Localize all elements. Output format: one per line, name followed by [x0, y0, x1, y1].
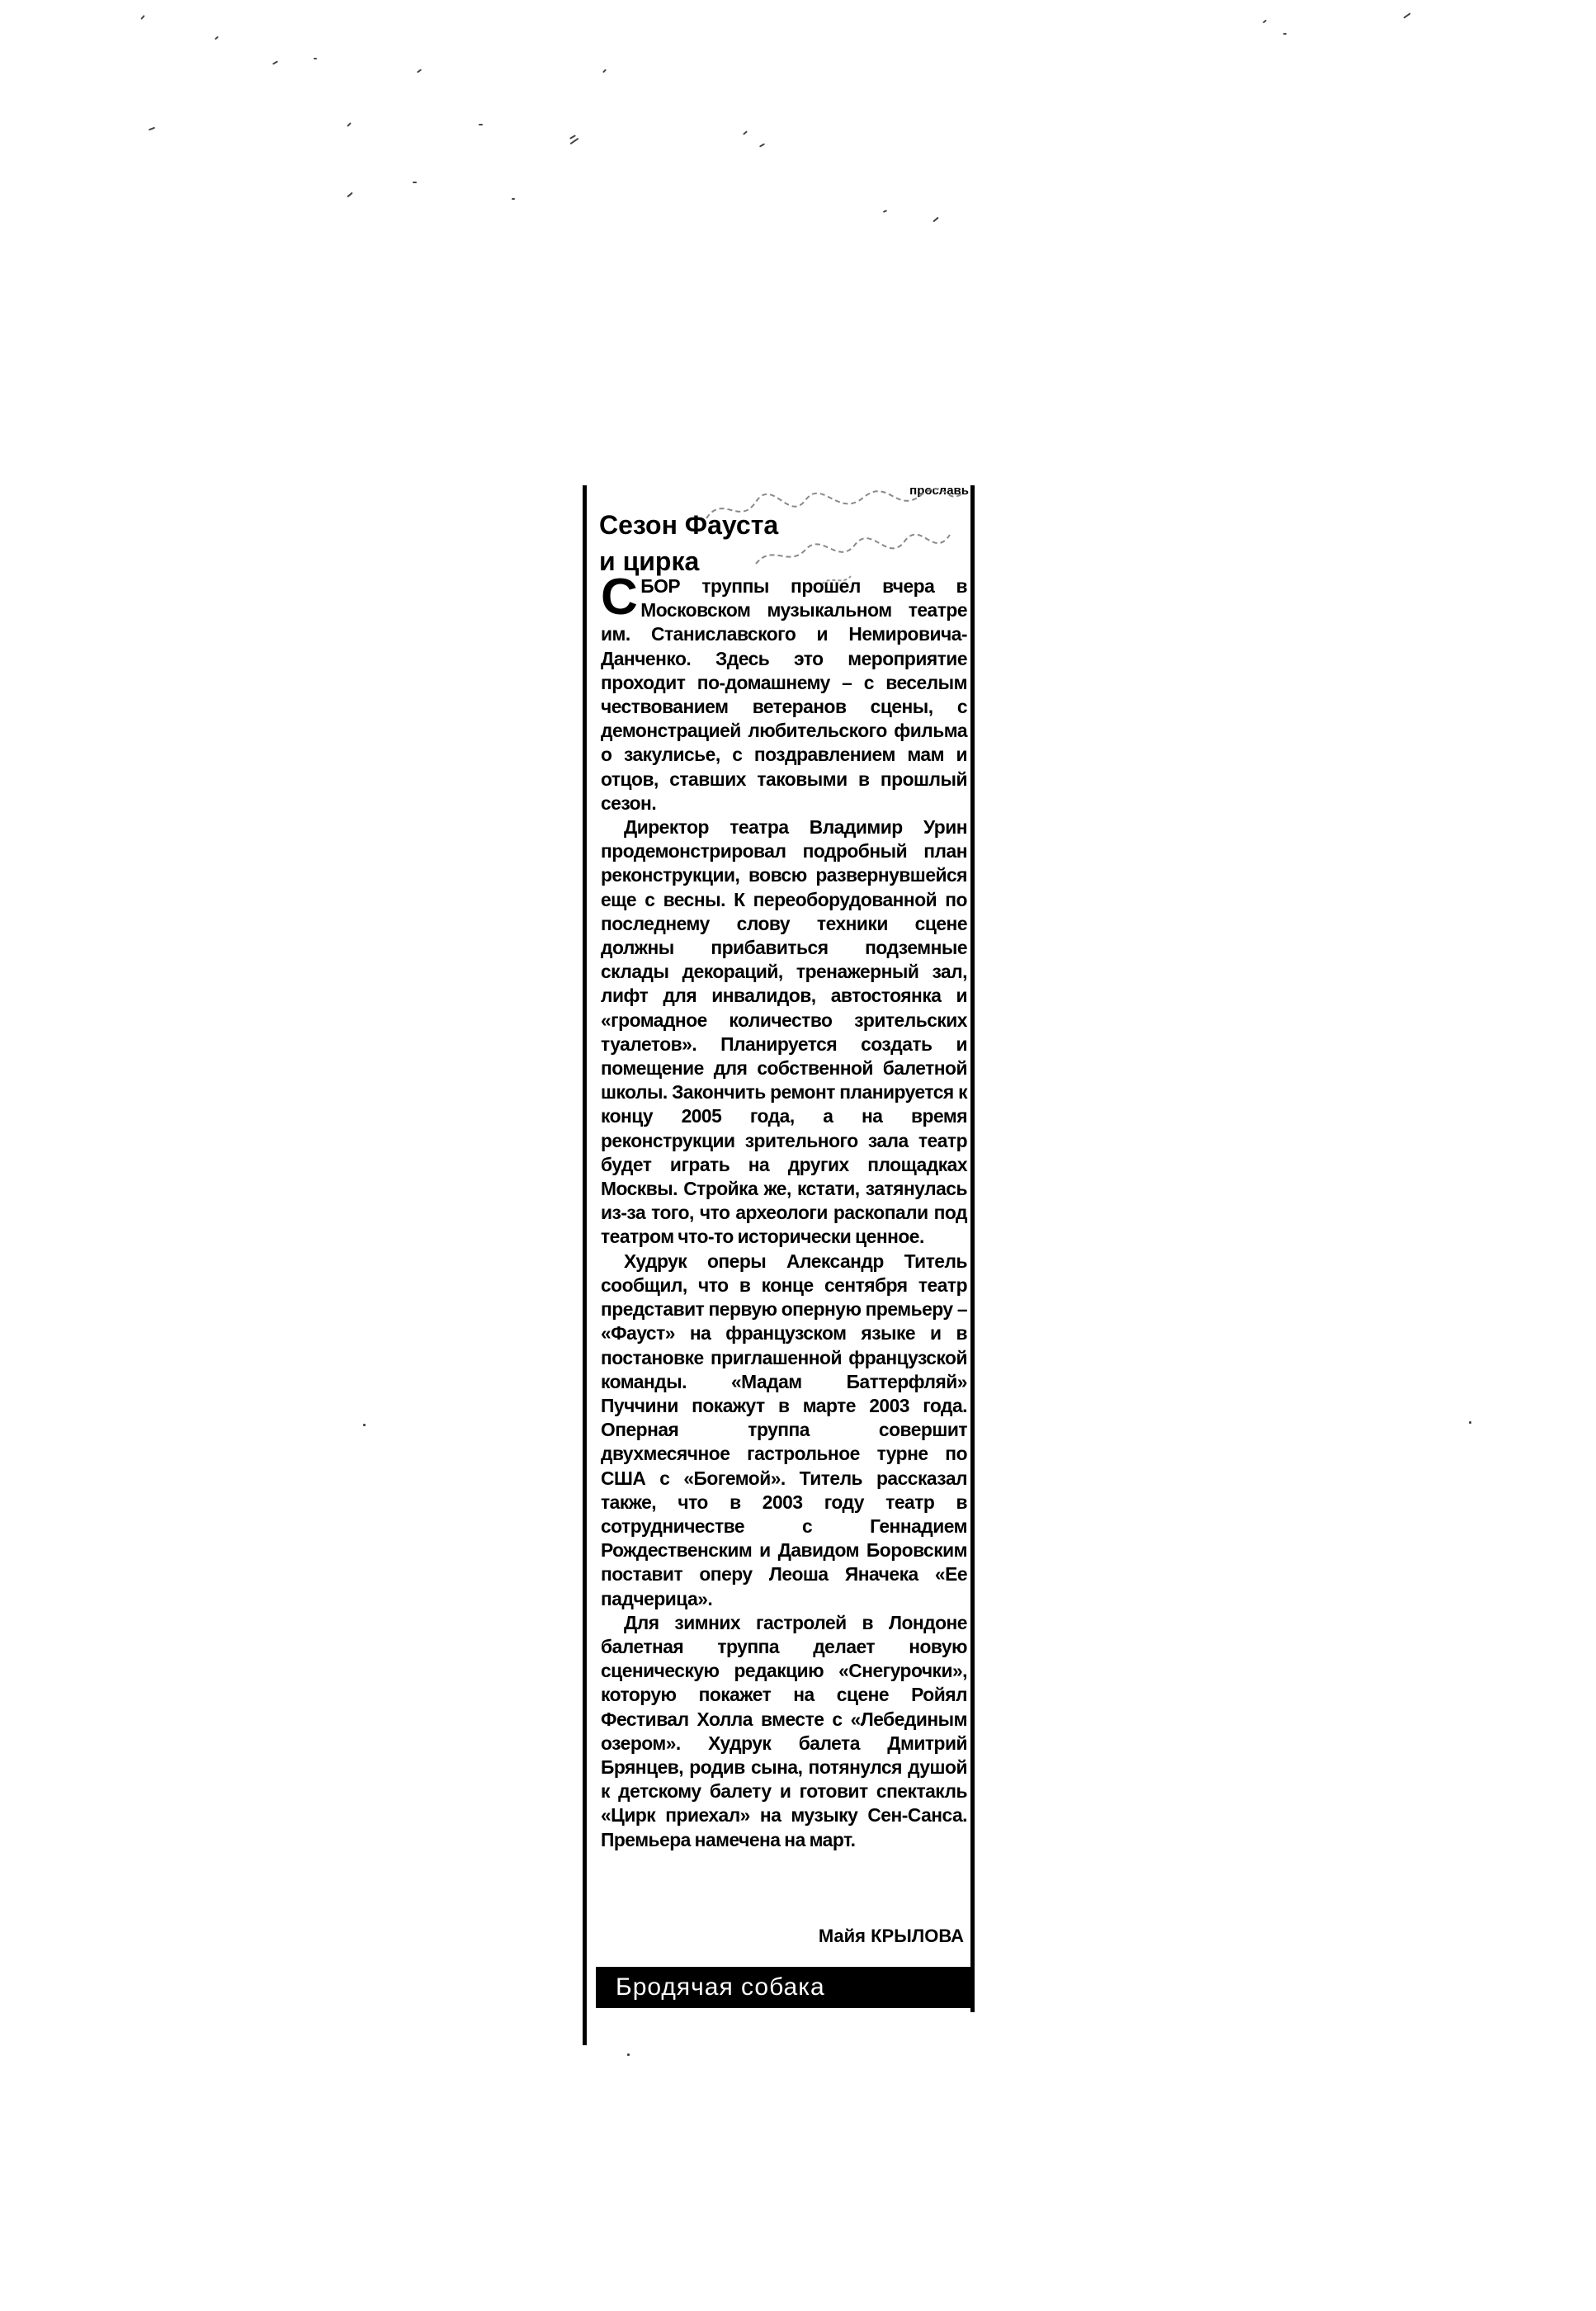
scan-speck: [347, 122, 352, 127]
article-paragraph: [601, 569, 967, 815]
scan-speck: [140, 15, 144, 20]
article-body: [601, 569, 967, 1852]
article-paragraph: Худрук оперы Александр Титель сообщил, что в конце сентября театр представит первую оперную премьеру – «Фауст» на французском языке и в постановке приглашенной французской команды. «Мадам Баттерфляй» Пуччини покажут в марте 2003 года. Оперная труппа совершит двухмесячное гастрольное турне по США с «Богемой». Титель рассказал также, что в 2003 году театр в сотрудничестве с Геннадием Рождественским и Давидом Боровским поставит оперу Леоша Яначека «Ее падчерица».: [601, 1250, 967, 1609]
newspaper-clipping: [583, 485, 979, 2045]
scan-speck: [1263, 20, 1267, 24]
scan-speck: [512, 198, 515, 200]
scan-speck: [602, 69, 607, 73]
scan-speck: [1469, 1421, 1471, 1424]
scan-speck: [314, 58, 317, 59]
article-paragraph: Для зимних гастролей в Лондоне балетная труппа делает новую сценическую редакцию «Снегурочки», которую покажет на сцене Ройял Фестивал Холла вместе с «Лебединым озером». Худрук балета Дмитрий Брянцев, родив сына, потянулся душой к детскому балету и готовит спектакль «Цирк приехал» на музыку Сен-Санса. Премьера намечена на март.: [601, 1611, 967, 1850]
right-column-rule: [970, 485, 975, 2012]
author-byline: Майя КРЫЛОВА: [818, 1926, 964, 1946]
scan-speck: [417, 69, 422, 73]
scan-speck: [479, 124, 483, 125]
scan-speck: [933, 217, 938, 223]
scan-speck: [215, 36, 219, 40]
section-rubric-bar: Бродячая собака: [596, 1967, 972, 2008]
paragraph-text: БОР труппы прошел вчера в Московском музыкальном театре им. Станиславского и Немировича-Данченко. Здесь это мероприятие проходит по-домашнему – с веселым чествованием ветеранов сцены, с демонстрацией любительского фильма о закулисье, с поздравлением мам и отцов, ставших таковыми в прошлый сезон.: [601, 575, 967, 814]
scan-speck: [743, 130, 748, 135]
scan-speck: [149, 127, 155, 131]
scan-speck: [627, 2053, 630, 2056]
scan-speck: [272, 60, 278, 64]
scan-speck: [1283, 33, 1287, 35]
scan-speck: [363, 1424, 366, 1426]
scan-speck: [413, 182, 417, 183]
headline-line-2: и цирка: [599, 546, 700, 576]
scan-speck: [759, 143, 765, 147]
scan-speck: [1403, 12, 1410, 18]
cut-off-kicker: прославь: [909, 485, 969, 497]
scan-speck: [883, 210, 887, 213]
article-paragraph: Директор театра Владимир Урин продемонстрировал подробный план реконструкции, вовсю развернувшейся еще с весны. К переоборудованной по последнему слову техники сцене должны прибавиться подземные склады декораций, тренажерный зал, лифт для инвалидов, автостоянка и «громадное количество зрительских туалетов». Планируется создать и помещение для собственной балетной школы. Закончить ремонт планируется к концу 2005 года, а на время реконструкции зрительного зала театр будет играть на других площадках Москвы. Стройка же, кстати, затянулась из-за того, что археологи раскопали под театром что-то исторически ценное.: [601, 816, 967, 1248]
left-column-rule: [583, 485, 587, 2045]
scan-speck: [347, 192, 352, 198]
drop-cap: С: [601, 569, 638, 626]
headline-line-1: Сезон Фауста: [599, 510, 779, 540]
